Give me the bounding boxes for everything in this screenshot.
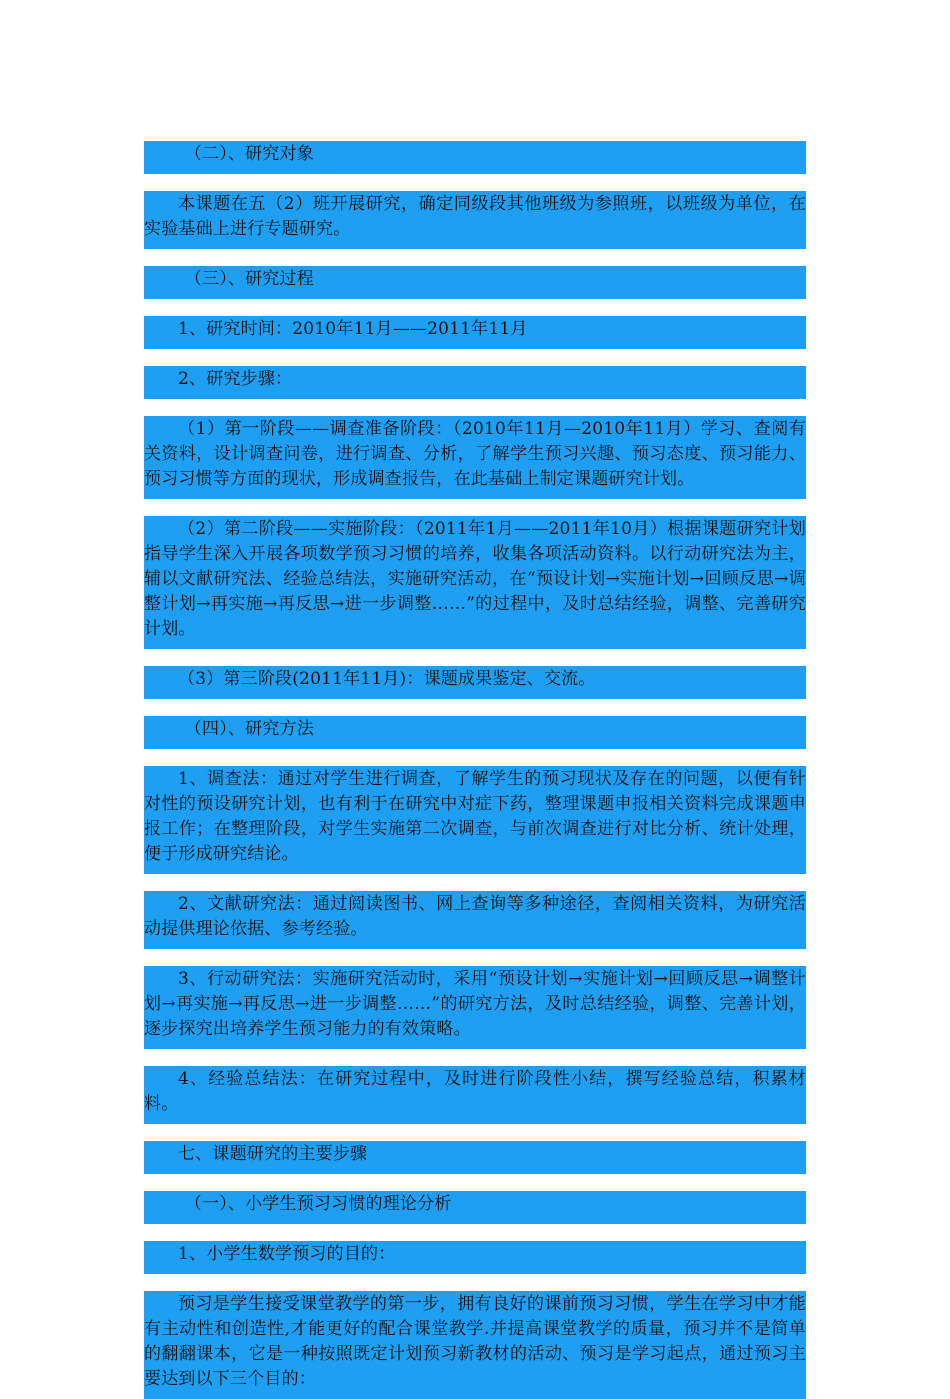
section-heading-research-object: （二）、研究对象 <box>144 141 806 174</box>
paragraph-research-steps: 2、研究步骤： <box>144 366 806 399</box>
section-heading-research-methods: （四）、研究方法 <box>144 716 806 749</box>
paragraph-experience-summary-method: 4、经验总结法：在研究过程中，及时进行阶段性小结，撰写经验总结，积累材料。 <box>144 1066 806 1124</box>
paragraph-stage-three: （3）第三阶段(2011年11月)：课题成果鉴定、交流。 <box>144 666 806 699</box>
paragraph-preview-description: 预习是学生接受课堂教学的第一步，拥有良好的课前预习习惯，学生在学习中才能有主动性和创造性,才能更好的配合课堂教学.并提高课堂教学的质量，预习并不是简单的翻翻课本，它是一种按照既定计划预习新教材的活动、预习是学习起点，通过预习主要达到以下三个目的： <box>144 1291 806 1399</box>
paragraph-action-research-method: 3、行动研究法：实施研究活动时，采用“预设计划→实施计划→回顾反思→调整计划→再实施→再反思→进一步调整……”的研究方法，及时总结经验，调整、完善计划，逐步探究出培养学生预习能力的有效策略。 <box>144 966 806 1049</box>
section-heading-main-steps: 七、课题研究的主要步骤 <box>144 1141 806 1174</box>
paragraph-research-object: 本课题在五（2）班开展研究，确定同级段其他班级为参照班，以班级为单位，在实验基础上进行专题研究。 <box>144 191 806 249</box>
section-heading-theory-analysis: （一）、小学生预习习惯的理论分析 <box>144 1191 806 1224</box>
paragraph-literature-method: 2、文献研究法：通过阅读图书、网上查询等多种途径，查阅相关资料，为研究活动提供理论依据、参考经验。 <box>144 891 806 949</box>
section-heading-research-process: （三）、研究过程 <box>144 266 806 299</box>
document-body <box>144 124 806 1399</box>
paragraph-stage-two: （2）第二阶段——实施阶段：（2011年1月——2011年10月）根据课题研究计划指导学生深入开展各项数学预习习惯的培养，收集各项活动资料。以行动研究法为主，辅以文献研究法、经验总结法，实施研究活动，在“预设计划→实施计划→回顾反思→调整计划→再实施→再反思→进一步调整……”的过程中，及时总结经验，调整、完善研究计划。 <box>144 516 806 649</box>
paragraph-stage-one: （1）第一阶段——调查准备阶段：（2010年11月—2010年11月）学习、查阅有关资料，设计调查问卷，进行调查、分析，了解学生预习兴趣、预习态度、预习能力、预习习惯等方面的现状，形成调查报告，在此基础上制定课题研究计划。 <box>144 416 806 499</box>
paragraph-preview-purpose: 1、小学生数学预习的目的： <box>144 1241 806 1274</box>
paragraph-survey-method: 1、调查法：通过对学生进行调查，了解学生的预习现状及存在的问题，以便有针对性的预设研究计划，也有利于在研究中对症下药，整理课题申报相关资料完成课题申报工作；在整理阶段，对学生实施第二次调查，与前次调查进行对比分析、统计处理，便于形成研究结论。 <box>144 766 806 874</box>
paragraph-research-time: 1、研究时间：2010年11月——2011年11月 <box>144 316 806 349</box>
